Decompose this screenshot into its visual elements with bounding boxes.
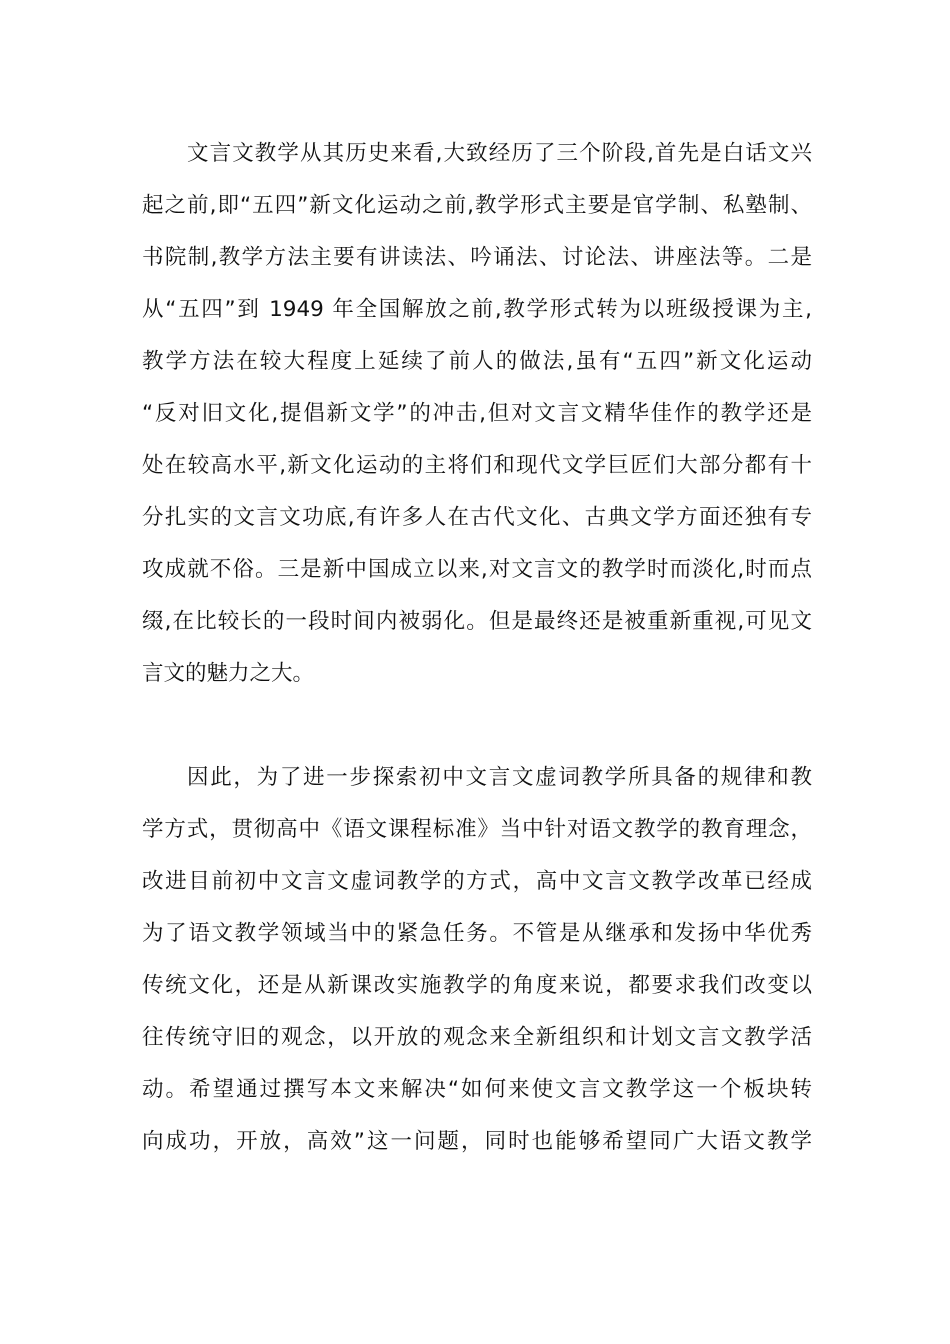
- text-line: 改进目前初中文言文虚词教学的方式，高中文言文教学改革已经成: [142, 869, 812, 894]
- text-line: 起之前,即“五四”新文化运动之前,教学形式主要是官学制、私塾制、: [142, 193, 812, 218]
- text-line: 动。希望通过撰写本文来解决“如何来使文言文教学这一个板块转: [142, 1077, 812, 1102]
- text-line: 因此，为了进一步探索初中文言文虚词教学所具备的规律和教: [187, 765, 812, 790]
- text-line: 从“五四”到 1949 年全国解放之前,教学形式转为以班级授课为主,: [142, 297, 812, 322]
- text-line: 学方式，贯彻高中《语文课程标准》当中针对语文教学的教育理念，: [142, 817, 812, 842]
- text-line: “反对旧文化,提倡新文学”的冲击,但对文言文精华佳作的教学还是: [142, 401, 812, 426]
- text-line: 攻成就不俗。三是新中国成立以来,对文言文的教学时而淡化,时而点: [142, 557, 812, 582]
- paragraph-purpose: [142, 752, 812, 1168]
- text-line: 传统文化，还是从新课改实施教学的角度来说，都要求我们改变以: [142, 973, 812, 998]
- text-line: 文言文教学从其历史来看,大致经历了三个阶段,首先是白话文兴: [187, 141, 812, 166]
- text-line: 为了语文教学领域当中的紧急任务。不管是从继承和发扬中华优秀: [142, 921, 812, 946]
- text-line: 分扎实的文言文功底,有许多人在古代文化、古典文学方面还独有专: [142, 505, 812, 530]
- body-text: [142, 128, 812, 1168]
- text-line: 向成功，开放，高效”这一问题，同时也能够希望同广大语文教学: [142, 1129, 812, 1154]
- text-line: 书院制,教学方法主要有讲读法、吟诵法、讨论法、讲座法等。二是: [142, 245, 812, 270]
- paragraph-spacing: [142, 700, 812, 752]
- text-line: 言文的魅力之大。: [142, 661, 315, 686]
- text-line: 教学方法在较大程度上延续了前人的做法,虽有“五四”新文化运动: [142, 349, 812, 374]
- text-line: 往传统守旧的观念，以开放的观念来全新组织和计划文言文教学活: [142, 1025, 812, 1050]
- text-line: 处在较高水平,新文化运动的主将们和现代文学巨匠们大部分都有十: [142, 453, 812, 478]
- text-line: 缀,在比较长的一段时间内被弱化。但是最终还是被重新重视,可见文: [142, 609, 812, 634]
- paragraph-history: [142, 128, 812, 700]
